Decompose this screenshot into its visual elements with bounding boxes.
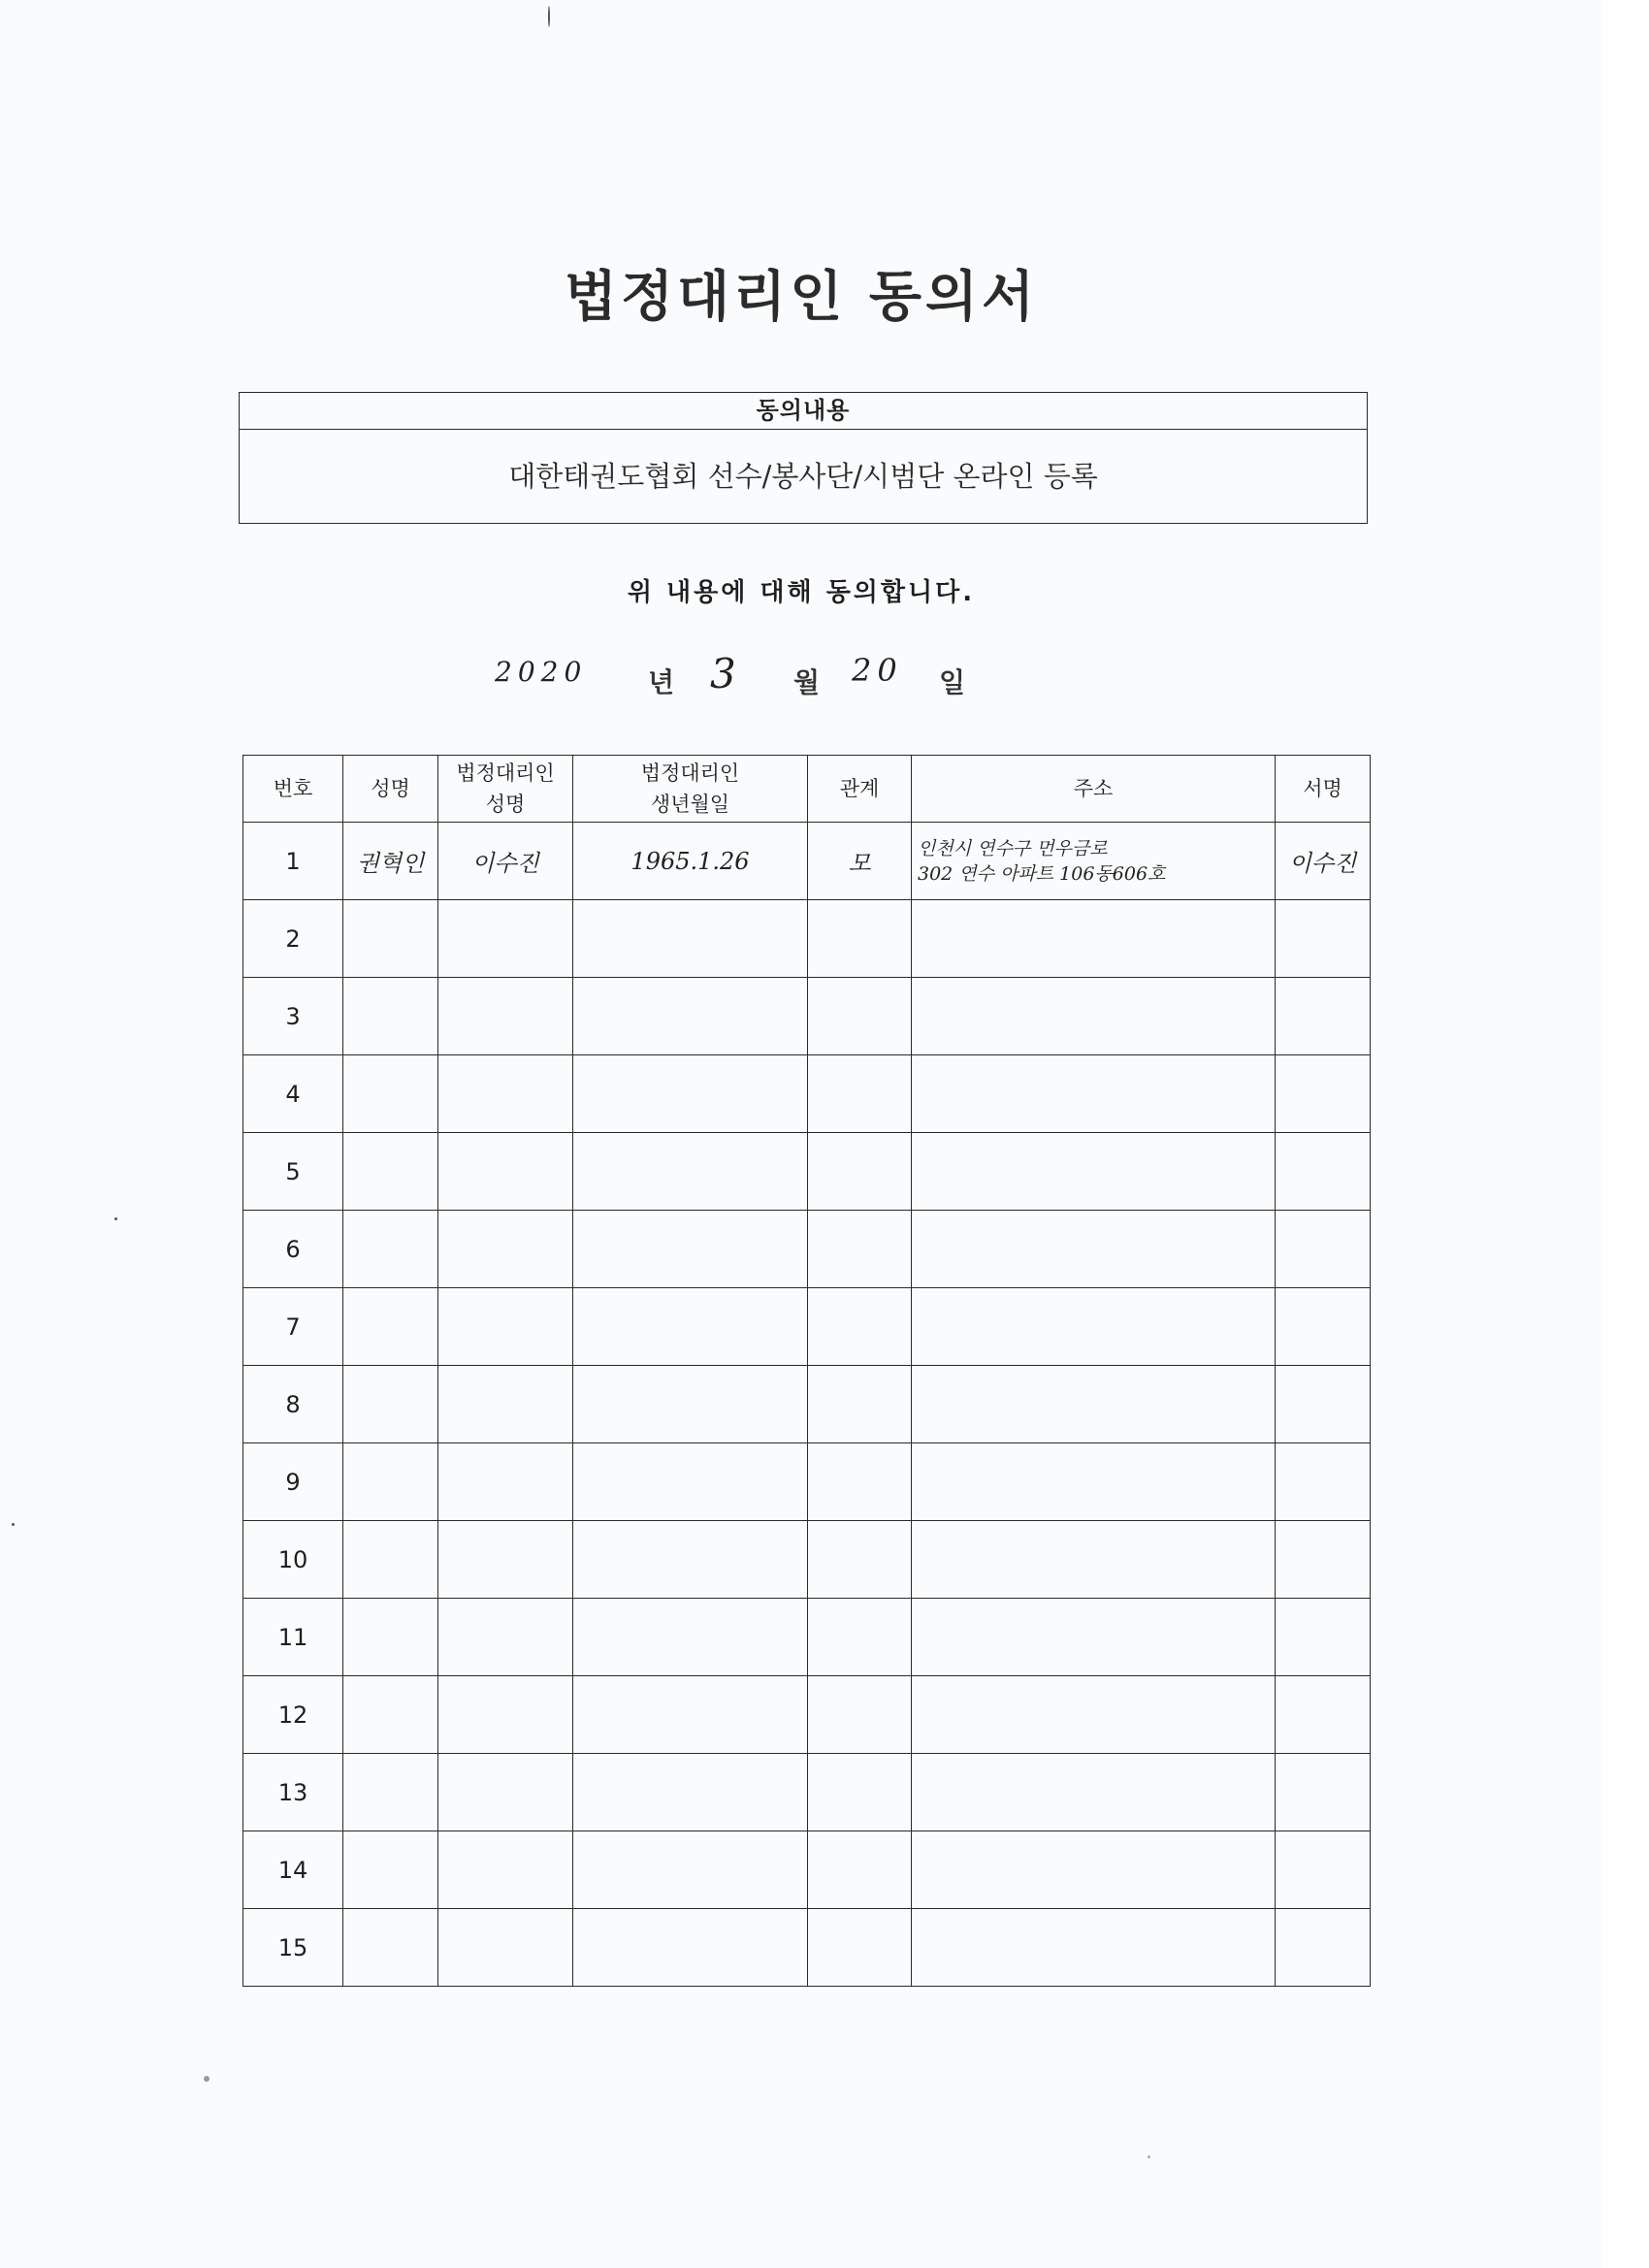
consent-header: 동의내용	[240, 393, 1367, 430]
row-birth: 1965.1.26	[573, 823, 808, 900]
date-year: 2020	[495, 656, 588, 688]
table-row	[243, 1366, 1371, 1443]
table-row	[243, 1754, 1371, 1831]
row-no: 3	[243, 978, 343, 1055]
table-row	[243, 1676, 1371, 1754]
scan-speck	[204, 2076, 210, 2082]
header-name: 성명	[343, 756, 438, 823]
date-day-label: 일	[939, 666, 966, 698]
header-guardian-name-line2: 성명	[485, 793, 526, 816]
header-guardian-birth-line1: 법정대리인	[640, 761, 740, 785]
row-guardian-name: 이수진	[438, 823, 573, 900]
consent-body: 대한태권도협회 선수/봉사단/시범단 온라인 등록	[508, 460, 1098, 493]
document-title: 법정대리인 동의서	[564, 266, 1039, 329]
table-row	[243, 900, 1371, 978]
row-no: 14	[243, 1831, 343, 1909]
row-relation: 모	[808, 823, 912, 900]
row-no: 6	[243, 1211, 343, 1288]
scan-speck	[1148, 2155, 1150, 2158]
row-name: 권혁인	[343, 823, 438, 900]
table-row	[243, 823, 1371, 900]
row-address-line1: 인천시 연수구 먼우금로	[918, 837, 1108, 859]
date-day: 20	[852, 652, 903, 689]
date-month: 3	[710, 650, 742, 697]
scan-speck	[114, 1217, 117, 1220]
row-no: 11	[243, 1599, 343, 1676]
table-row	[243, 1599, 1371, 1676]
header-guardian-name-line1: 법정대리인	[456, 761, 555, 785]
row-address-line2: 302 연수 아파트 106동606호	[918, 862, 1166, 885]
header-relation: 관계	[808, 756, 912, 823]
row-no: 5	[243, 1133, 343, 1211]
table-row	[243, 1521, 1371, 1599]
header-signature: 서명	[1276, 756, 1371, 823]
scan-edge	[1602, 0, 1649, 2268]
header-address: 주소	[912, 756, 1276, 823]
header-guardian-birth	[573, 756, 808, 823]
scan-mark	[548, 6, 550, 27]
row-no: 2	[243, 900, 343, 978]
guardian-table	[242, 755, 1371, 1987]
table-row	[243, 1133, 1371, 1211]
row-no: 12	[243, 1676, 343, 1754]
consent-box	[239, 392, 1368, 524]
row-no: 15	[243, 1909, 343, 1987]
row-no: 7	[243, 1288, 343, 1366]
header-guardian-birth-line2: 생년월일	[650, 793, 730, 816]
table-row	[243, 1211, 1371, 1288]
date-month-label: 월	[793, 666, 821, 698]
row-address	[912, 823, 1276, 900]
date-year-label: 년	[648, 666, 675, 698]
row-no: 1	[243, 823, 343, 900]
table-row	[243, 1831, 1371, 1909]
table-row	[243, 1288, 1371, 1366]
table-header-row	[243, 756, 1371, 823]
header-no: 번호	[243, 756, 343, 823]
row-no: 8	[243, 1366, 343, 1443]
table-row	[243, 1055, 1371, 1133]
header-guardian-name	[438, 756, 573, 823]
row-no: 13	[243, 1754, 343, 1831]
agree-statement: 위 내용에 대해 동의합니다.	[627, 578, 976, 607]
row-no: 9	[243, 1443, 343, 1521]
scan-speck	[12, 1523, 15, 1526]
table-row	[243, 1909, 1371, 1987]
row-no: 4	[243, 1055, 343, 1133]
table-row	[243, 1443, 1371, 1521]
date-row	[485, 652, 989, 720]
table-row	[243, 978, 1371, 1055]
row-signature: 이수진	[1276, 823, 1371, 900]
row-no: 10	[243, 1521, 343, 1599]
